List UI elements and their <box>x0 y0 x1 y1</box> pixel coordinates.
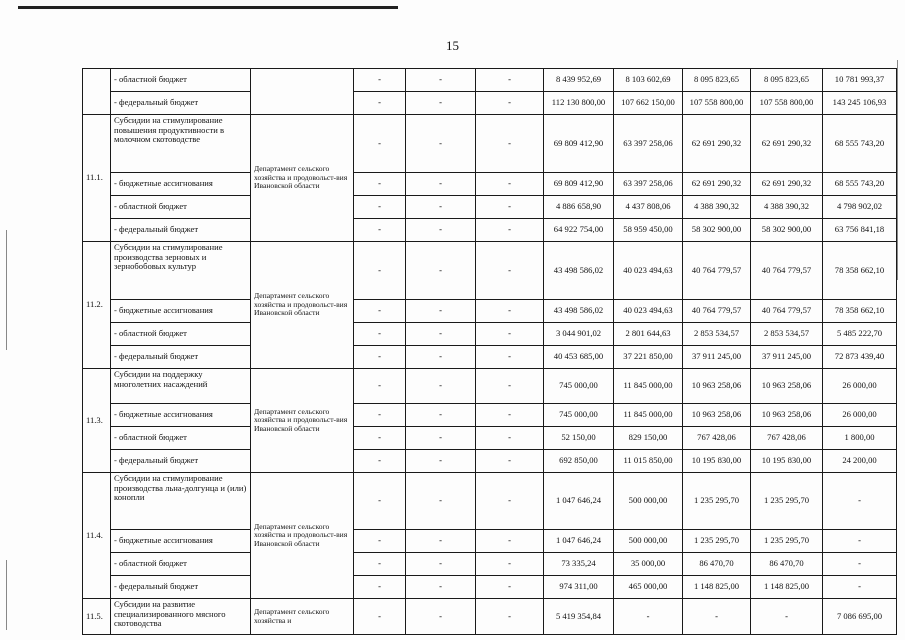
value-cell: 10 963 258,06 <box>751 369 823 404</box>
value-cell: 1 047 646,24 <box>544 473 614 530</box>
value-cell: - <box>406 196 476 219</box>
value-cell: 4 886 658,90 <box>544 196 614 219</box>
value-cell: - <box>476 346 544 369</box>
table-row <box>83 300 897 323</box>
value-cell: - <box>354 427 406 450</box>
value-cell: - <box>354 323 406 346</box>
value-cell: - <box>406 242 476 300</box>
value-cell: - <box>406 300 476 323</box>
value-cell: 107 558 800,00 <box>751 92 823 115</box>
row-name-cell: Субсидии на стимулирование производства зерновых и зернобобовых культур <box>111 242 251 300</box>
value-cell: 10 195 830,00 <box>751 450 823 473</box>
value-cell: 78 358 662,10 <box>823 300 897 323</box>
table-row <box>83 473 897 530</box>
value-cell: 58 302 900,00 <box>751 219 823 242</box>
table-row <box>83 219 897 242</box>
table-row <box>83 450 897 473</box>
value-cell: - <box>354 369 406 404</box>
row-name-cell: - федеральный бюджет <box>111 346 251 369</box>
value-cell: 11 015 850,00 <box>614 450 683 473</box>
item-index-cell: 11.1. <box>83 115 111 242</box>
value-cell: - <box>476 427 544 450</box>
value-cell: 5 485 222,70 <box>823 323 897 346</box>
value-cell: 500 000,00 <box>614 473 683 530</box>
value-cell: - <box>476 323 544 346</box>
value-cell: 465 000,00 <box>614 576 683 599</box>
value-cell: - <box>354 346 406 369</box>
item-index-cell: 11.5. <box>83 599 111 635</box>
value-cell: - <box>823 473 897 530</box>
value-cell: - <box>476 92 544 115</box>
value-cell: - <box>406 473 476 530</box>
table-row <box>83 404 897 427</box>
value-cell: 40 764 779,57 <box>683 242 751 300</box>
value-cell: 52 150,00 <box>544 427 614 450</box>
value-cell: - <box>476 173 544 196</box>
value-cell: - <box>406 369 476 404</box>
table-row <box>83 530 897 553</box>
department-cell: Департамент сельского хозяйства и продовольст-вия Ивановской области <box>251 369 354 473</box>
value-cell: 40 453 685,00 <box>544 346 614 369</box>
value-cell: - <box>406 323 476 346</box>
value-cell: - <box>354 92 406 115</box>
value-cell: - <box>476 196 544 219</box>
row-name-cell: - бюджетные ассигнования <box>111 300 251 323</box>
table-row <box>83 173 897 196</box>
table-row <box>83 553 897 576</box>
value-cell: - <box>354 242 406 300</box>
value-cell: 4 388 390,32 <box>683 196 751 219</box>
row-name-cell: - бюджетные ассигнования <box>111 173 251 196</box>
value-cell: 37 221 850,00 <box>614 346 683 369</box>
value-cell: 37 911 245,00 <box>683 346 751 369</box>
value-cell: - <box>406 173 476 196</box>
value-cell: - <box>406 346 476 369</box>
value-cell: 10 195 830,00 <box>683 450 751 473</box>
value-cell: 767 428,06 <box>751 427 823 450</box>
department-cell <box>251 69 354 115</box>
value-cell: 73 335,24 <box>544 553 614 576</box>
value-cell: - <box>476 530 544 553</box>
value-cell: 8 439 952,69 <box>544 69 614 92</box>
value-cell: - <box>406 219 476 242</box>
table-row <box>83 242 897 300</box>
value-cell: - <box>354 115 406 173</box>
value-cell: 40 023 494,63 <box>614 300 683 323</box>
table-row <box>83 196 897 219</box>
value-cell: 7 086 695,00 <box>823 599 897 635</box>
value-cell: 78 358 662,10 <box>823 242 897 300</box>
value-cell: - <box>823 576 897 599</box>
value-cell: 63 756 841,18 <box>823 219 897 242</box>
value-cell: 72 873 439,40 <box>823 346 897 369</box>
value-cell: 2 853 534,57 <box>751 323 823 346</box>
table-row <box>83 599 897 635</box>
value-cell: - <box>476 576 544 599</box>
value-cell: 112 130 800,00 <box>544 92 614 115</box>
value-cell: 10 963 258,06 <box>683 369 751 404</box>
row-name-cell: Субсидии на поддержку многолетних насаждений <box>111 369 251 404</box>
table-row <box>83 346 897 369</box>
value-cell: - <box>406 576 476 599</box>
value-cell: 1 235 295,70 <box>751 473 823 530</box>
scan-edge-mark <box>897 60 898 280</box>
value-cell: 2 853 534,57 <box>683 323 751 346</box>
value-cell: - <box>476 369 544 404</box>
value-cell: 8 095 823,65 <box>751 69 823 92</box>
value-cell: 64 922 754,00 <box>544 219 614 242</box>
value-cell: 86 470,70 <box>683 553 751 576</box>
value-cell: - <box>354 196 406 219</box>
table-row <box>83 427 897 450</box>
value-cell: 1 148 825,00 <box>751 576 823 599</box>
value-cell: - <box>354 473 406 530</box>
value-cell: 1 235 295,70 <box>683 473 751 530</box>
value-cell: - <box>406 92 476 115</box>
value-cell: - <box>406 599 476 635</box>
value-cell: 10 781 993,37 <box>823 69 897 92</box>
value-cell: - <box>354 576 406 599</box>
value-cell: 767 428,06 <box>683 427 751 450</box>
value-cell: 107 558 800,00 <box>683 92 751 115</box>
table-row <box>83 69 897 92</box>
value-cell: 69 809 412,90 <box>544 173 614 196</box>
value-cell: 62 691 290,32 <box>683 115 751 173</box>
value-cell: - <box>683 599 751 635</box>
value-cell: 62 691 290,32 <box>751 115 823 173</box>
value-cell: 58 959 450,00 <box>614 219 683 242</box>
value-cell: 62 691 290,32 <box>751 173 823 196</box>
value-cell: 63 397 258,06 <box>614 173 683 196</box>
value-cell: - <box>406 553 476 576</box>
value-cell: 43 498 586,02 <box>544 300 614 323</box>
value-cell: - <box>614 599 683 635</box>
value-cell: 62 691 290,32 <box>683 173 751 196</box>
row-name-cell: Субсидии на стимулирование производства льна-долгунца и (или) конопли <box>111 473 251 530</box>
value-cell: 4 798 902,02 <box>823 196 897 219</box>
value-cell: 37 911 245,00 <box>751 346 823 369</box>
value-cell: - <box>354 530 406 553</box>
row-name-cell: - областной бюджет <box>111 427 251 450</box>
row-name-cell: - федеральный бюджет <box>111 219 251 242</box>
value-cell: - <box>354 219 406 242</box>
value-cell: - <box>476 115 544 173</box>
value-cell: 1 800,00 <box>823 427 897 450</box>
value-cell: 35 000,00 <box>614 553 683 576</box>
table-row <box>83 576 897 599</box>
value-cell: 10 963 258,06 <box>751 404 823 427</box>
value-cell: - <box>354 173 406 196</box>
value-cell: 69 809 412,90 <box>544 115 614 173</box>
value-cell: 1 047 646,24 <box>544 530 614 553</box>
value-cell: 974 311,00 <box>544 576 614 599</box>
row-name-cell: - федеральный бюджет <box>111 450 251 473</box>
value-cell: 4 388 390,32 <box>751 196 823 219</box>
value-cell: - <box>476 553 544 576</box>
value-cell: - <box>354 69 406 92</box>
value-cell: 143 245 106,93 <box>823 92 897 115</box>
value-cell: - <box>751 599 823 635</box>
value-cell: - <box>476 450 544 473</box>
row-name-cell: Субсидии на развитие специализированного мясного скотоводства <box>111 599 251 635</box>
budget-table <box>82 68 897 635</box>
value-cell: 107 662 150,00 <box>614 92 683 115</box>
value-cell: - <box>476 219 544 242</box>
page-number: 15 <box>446 38 459 53</box>
value-cell: 3 044 901,02 <box>544 323 614 346</box>
value-cell: - <box>476 599 544 635</box>
value-cell: 43 498 586,02 <box>544 242 614 300</box>
value-cell: - <box>476 242 544 300</box>
value-cell: - <box>476 300 544 323</box>
value-cell: 26 000,00 <box>823 369 897 404</box>
value-cell: - <box>354 553 406 576</box>
table-row <box>83 369 897 404</box>
value-cell: - <box>354 300 406 323</box>
value-cell: 11 845 000,00 <box>614 404 683 427</box>
value-cell: 68 555 743,20 <box>823 173 897 196</box>
value-cell: 63 397 258,06 <box>614 115 683 173</box>
value-cell: 745 000,00 <box>544 369 614 404</box>
value-cell: - <box>406 69 476 92</box>
row-name-cell: - областной бюджет <box>111 196 251 219</box>
value-cell: - <box>406 450 476 473</box>
item-index-cell: 11.2. <box>83 242 111 369</box>
value-cell: 1 235 295,70 <box>751 530 823 553</box>
value-cell: 86 470,70 <box>751 553 823 576</box>
department-cell: Департамент сельского хозяйства и продовольст-вия Ивановской области <box>251 473 354 599</box>
value-cell: - <box>476 69 544 92</box>
value-cell: 40 764 779,57 <box>751 242 823 300</box>
table-row <box>83 115 897 173</box>
value-cell: 5 419 354,84 <box>544 599 614 635</box>
item-index-cell <box>83 69 111 115</box>
scan-edge-mark <box>6 230 7 350</box>
value-cell: 24 200,00 <box>823 450 897 473</box>
value-cell: 829 150,00 <box>614 427 683 450</box>
value-cell: 1 235 295,70 <box>683 530 751 553</box>
value-cell: 745 000,00 <box>544 404 614 427</box>
value-cell: 68 555 743,20 <box>823 115 897 173</box>
row-name-cell: - федеральный бюджет <box>111 576 251 599</box>
row-name-cell: - областной бюджет <box>111 323 251 346</box>
item-index-cell: 11.3. <box>83 369 111 473</box>
value-cell: 8 103 602,69 <box>614 69 683 92</box>
value-cell: - <box>406 530 476 553</box>
value-cell: 500 000,00 <box>614 530 683 553</box>
item-index-cell: 11.4. <box>83 473 111 599</box>
row-name-cell: - бюджетные ассигнования <box>111 530 251 553</box>
department-cell: Департамент сельского хозяйства и продовольст-вия Ивановской области <box>251 242 354 369</box>
value-cell: 40 764 779,57 <box>683 300 751 323</box>
table-row <box>83 92 897 115</box>
row-name-cell: - федеральный бюджет <box>111 92 251 115</box>
department-cell: Департамент сельского хозяйства и <box>251 599 354 635</box>
value-cell: - <box>823 553 897 576</box>
value-cell: 58 302 900,00 <box>683 219 751 242</box>
value-cell: - <box>354 404 406 427</box>
value-cell: 11 845 000,00 <box>614 369 683 404</box>
value-cell: 8 095 823,65 <box>683 69 751 92</box>
value-cell: 4 437 808,06 <box>614 196 683 219</box>
row-name-cell: Субсидии на стимулирование повышения продуктивности в молочном скотоводстве <box>111 115 251 173</box>
value-cell: - <box>476 473 544 530</box>
value-cell: - <box>823 530 897 553</box>
value-cell: 40 023 494,63 <box>614 242 683 300</box>
row-name-cell: - областной бюджет <box>111 69 251 92</box>
department-cell: Департамент сельского хозяйства и продовольст-вия Ивановской области <box>251 115 354 242</box>
value-cell: - <box>406 404 476 427</box>
value-cell: - <box>476 404 544 427</box>
value-cell: - <box>406 115 476 173</box>
value-cell: 2 801 644,63 <box>614 323 683 346</box>
table-row <box>83 323 897 346</box>
value-cell: 1 148 825,00 <box>683 576 751 599</box>
row-name-cell: - областной бюджет <box>111 553 251 576</box>
scan-top-bar <box>18 6 398 9</box>
value-cell: 26 000,00 <box>823 404 897 427</box>
scan-edge-mark <box>6 560 7 630</box>
value-cell: - <box>354 599 406 635</box>
value-cell: 40 764 779,57 <box>751 300 823 323</box>
value-cell: 10 963 258,06 <box>683 404 751 427</box>
row-name-cell: - бюджетные ассигнования <box>111 404 251 427</box>
value-cell: - <box>354 450 406 473</box>
value-cell: 692 850,00 <box>544 450 614 473</box>
value-cell: - <box>406 427 476 450</box>
